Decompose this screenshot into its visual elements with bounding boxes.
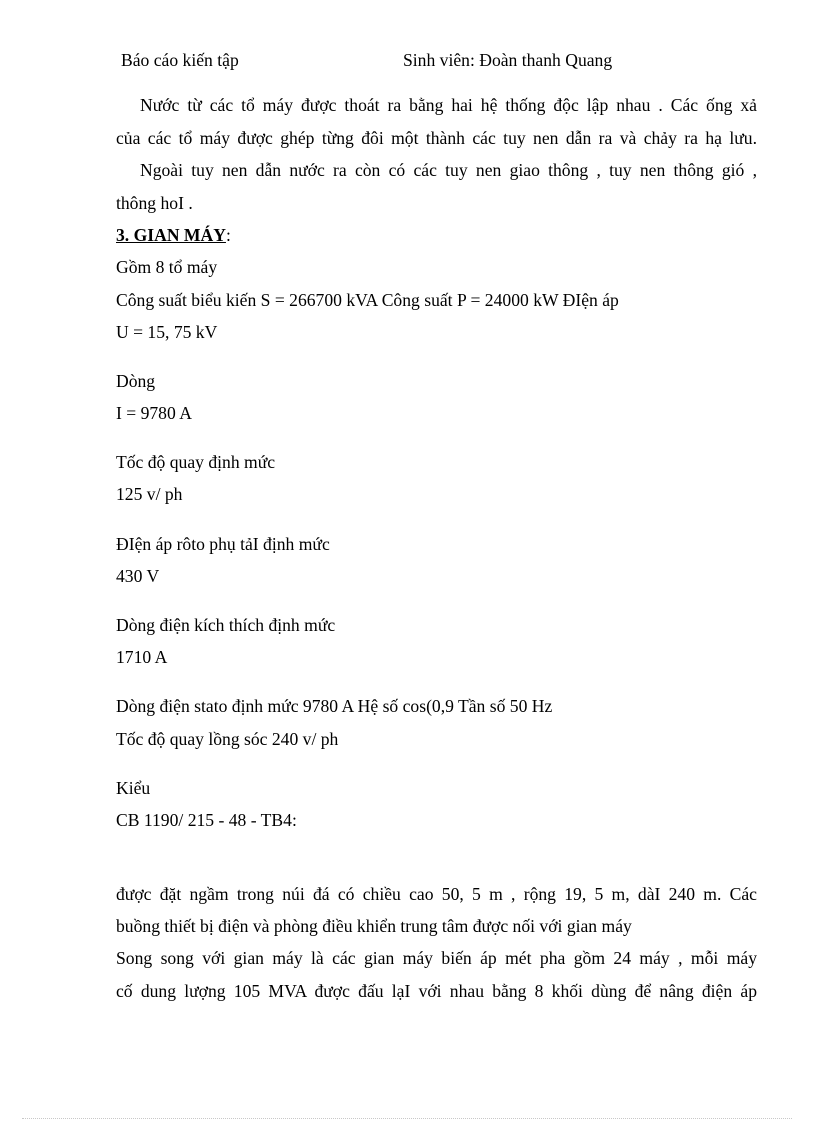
paragraph-2-line-1: Ngoài tuy nen dẫn nước ra còn có các tuy nen giao thông , tuy nen thông gió , [140,160,757,180]
closing-line-3: Song song với gian máy là các gian máy biến áp mét pha gồm 24 máy , mỗi máy [116,948,757,968]
spec-excitation-label: Dòng điện kích thích định mức [116,615,336,635]
spec-current-value: I = 9780 A [116,403,192,423]
page-bottom-divider [22,1118,792,1119]
section-heading-text: 3. GIAN MÁY [116,225,226,245]
paragraph-1-line-2: của các tổ máy được ghép từng đôi một thành các tuy nen dẫn ra và chảy ra hạ lưu. [116,128,757,148]
closing-line-4: cố dung lượng 105 MVA được đấu lạI với nhau bằng 8 khối dùng để nâng điện áp [116,981,757,1001]
paragraph-2-line-2: thông hoI . [116,193,193,213]
closing-line-1: được đặt ngầm trong núi đá có chiều cao 50, 5 m , rộng 19, 5 m, dàI 240 m. Các [116,884,757,904]
spec-rotor-value: 430 V [116,566,160,586]
closing-line-2: buồng thiết bị điện và phòng điều khiển trung tâm được nối với gian máy [116,916,632,936]
section-heading-colon: : [225,225,231,245]
spec-units: Gồm 8 tổ máy [116,257,218,277]
spec-type-value: CB 1190/ 215 - 48 - TB4: [116,810,297,830]
spec-type-label: Kiểu [116,778,151,798]
spec-power-line: Công suất biểu kiến S = 266700 kVA Công suất P = 24000 kW ĐIện áp [116,290,619,310]
spec-rotor-label: ĐIện áp rôto phụ tảI định mức [116,534,330,554]
paragraph-1-line-1: Nước từ các tổ máy được thoát ra bằng hai hệ thống độc lập nhau . Các ống xả [140,95,757,115]
spec-squirrel-line: Tốc độ quay lồng sóc 240 v/ ph [116,729,339,749]
spec-current-label: Dòng [116,371,156,391]
section-heading [116,224,231,246]
spec-speed-value: 125 v/ ph [116,484,183,504]
spec-speed-label: Tốc độ quay định mức [116,452,276,472]
spec-stator-line: Dòng điện stato định mức 9780 A Hệ số cos(0,9 Tần số 50 Hz [116,696,553,716]
spec-voltage: U = 15, 75 kV [116,322,218,342]
spec-excitation-value: 1710 A [116,647,168,667]
header-report-title: Báo cáo kiến tập [121,50,239,70]
header-student-name: Sinh viên: Đoàn thanh Quang [403,50,613,70]
